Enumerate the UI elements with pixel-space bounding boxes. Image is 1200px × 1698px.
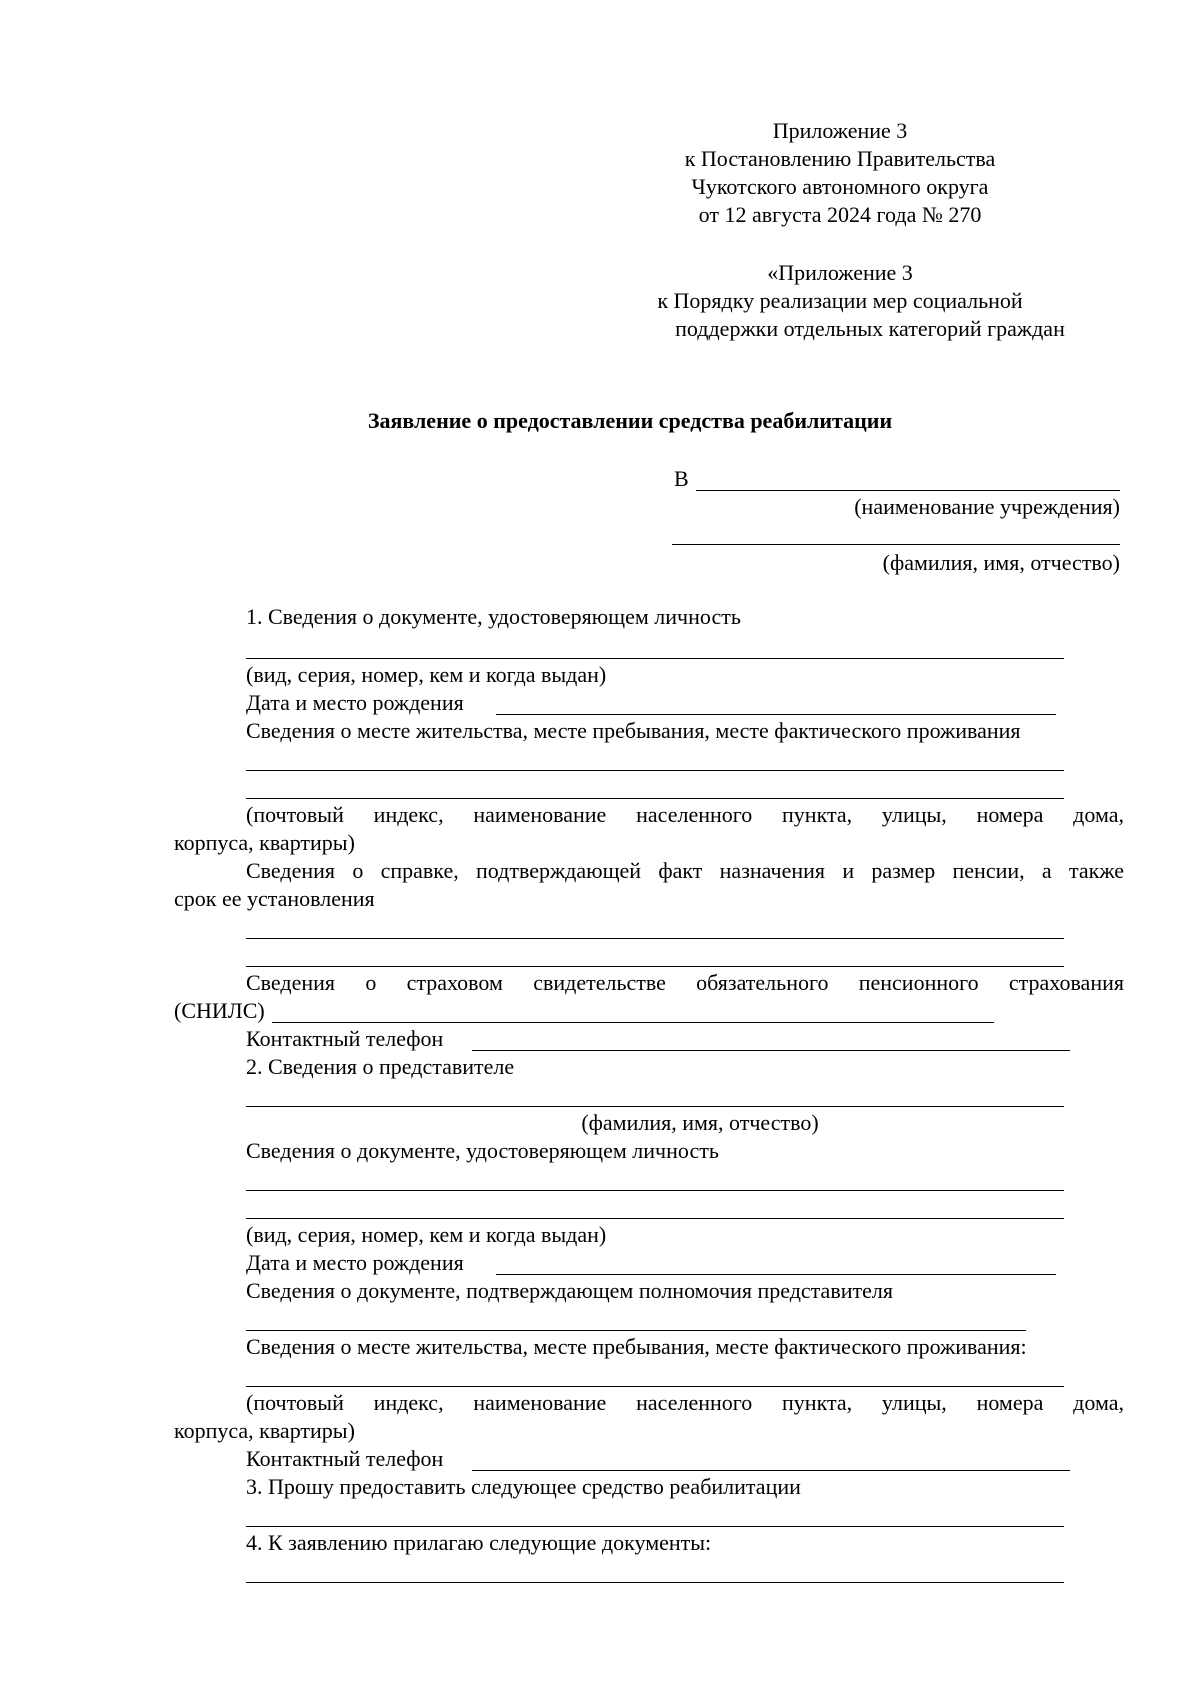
- rep-birth-label: Дата и место рождения: [246, 1250, 464, 1275]
- annex-line-1: Приложение 3: [772, 118, 908, 143]
- rep-doc-label: Сведения о документе, удостоверяющем личность: [246, 1138, 719, 1163]
- authority-label: Сведения о документе, подтверждающем полномочия представителя: [246, 1278, 893, 1303]
- annex-line-4: от 12 августа 2024 года № 270: [698, 202, 982, 227]
- rep-phone-label: Контактный телефон: [246, 1446, 444, 1471]
- annex-line-2: к Постановлению Правительства: [684, 146, 996, 171]
- rep-residence-field[interactable]: [246, 1386, 1064, 1387]
- phone-label: Контактный телефон: [246, 1026, 444, 1051]
- section4-heading: 4. К заявлению прилагаю следующие документы:: [246, 1530, 712, 1555]
- pension-field-2[interactable]: [246, 966, 1064, 967]
- annex-line-3: Чукотского автономного округа: [691, 174, 989, 199]
- rep-residence-label: Сведения о месте жительства, месте пребывания, месте фактического проживания:: [246, 1334, 1027, 1359]
- section3-heading: 3. Прошу предоставить следующее средство реабилитации: [246, 1474, 801, 1499]
- residence-field-2[interactable]: [246, 798, 1064, 799]
- section2-heading: 2. Сведения о представителе: [246, 1054, 515, 1079]
- applicant-fio-caption: (фамилия, имя, отчество): [882, 550, 1120, 575]
- residence-field-1[interactable]: [246, 770, 1064, 771]
- rep-fio-field[interactable]: [246, 1106, 1064, 1107]
- birth-label: Дата и место рождения: [246, 690, 464, 715]
- section1-heading: 1. Сведения о документе, удостоверяющем личность: [246, 604, 741, 629]
- annex2-line-3: поддержки отдельных категорий граждан: [675, 316, 1065, 341]
- residence-label: Сведения о месте жительства, месте пребывания, месте фактического проживания: [246, 718, 1021, 743]
- address-caption-line-2: корпуса, квартиры): [174, 830, 355, 855]
- annex2-line-1: «Приложение 3: [767, 260, 913, 285]
- authority-field[interactable]: [246, 1330, 1026, 1331]
- id-document-caption: (вид, серия, номер, кем и когда выдан): [246, 662, 607, 687]
- rep-address-caption-line-2: корпуса, квартиры): [174, 1418, 355, 1443]
- birth-field[interactable]: [496, 714, 1056, 715]
- rep-doc-field-2[interactable]: [246, 1218, 1064, 1219]
- snils-field[interactable]: [272, 1022, 994, 1023]
- rep-address-caption-line-1: (почтовый индекс, наименование населенного пункта, улицы, номера дома,: [246, 1390, 1124, 1415]
- institution-field[interactable]: [696, 490, 1120, 491]
- pension-field-1[interactable]: [246, 938, 1064, 939]
- institution-caption: (наименование учреждения): [854, 494, 1120, 519]
- rep-phone-field[interactable]: [472, 1470, 1070, 1471]
- address-caption-line-1: (почтовый индекс, наименование населенного пункта, улицы, номера дома,: [246, 802, 1124, 827]
- applicant-fio-field[interactable]: [672, 544, 1120, 545]
- rep-birth-field[interactable]: [496, 1274, 1056, 1275]
- annex2-line-2: к Порядку реализации мер социальной: [657, 288, 1023, 313]
- rep-doc-field-1[interactable]: [246, 1190, 1064, 1191]
- attachments-field[interactable]: [246, 1582, 1064, 1583]
- document-title: Заявление о предоставлении средства реабилитации: [367, 408, 893, 433]
- rep-doc-caption: (вид, серия, номер, кем и когда выдан): [246, 1222, 607, 1247]
- to-prefix: В: [674, 466, 689, 491]
- phone-field[interactable]: [472, 1050, 1070, 1051]
- snils-line-1: Сведения о страховом свидетельстве обязательного пенсионного страхования: [246, 970, 1124, 995]
- id-document-field[interactable]: [246, 658, 1064, 659]
- rehab-means-field[interactable]: [246, 1526, 1064, 1527]
- pension-line-2: срок ее установления: [174, 886, 375, 911]
- snils-line-2: (СНИЛС): [174, 998, 265, 1023]
- rep-fio-caption: (фамилия, имя, отчество): [581, 1110, 819, 1135]
- pension-line-1: Сведения о справке, подтверждающей факт назначения и размер пенсии, а также: [246, 858, 1124, 883]
